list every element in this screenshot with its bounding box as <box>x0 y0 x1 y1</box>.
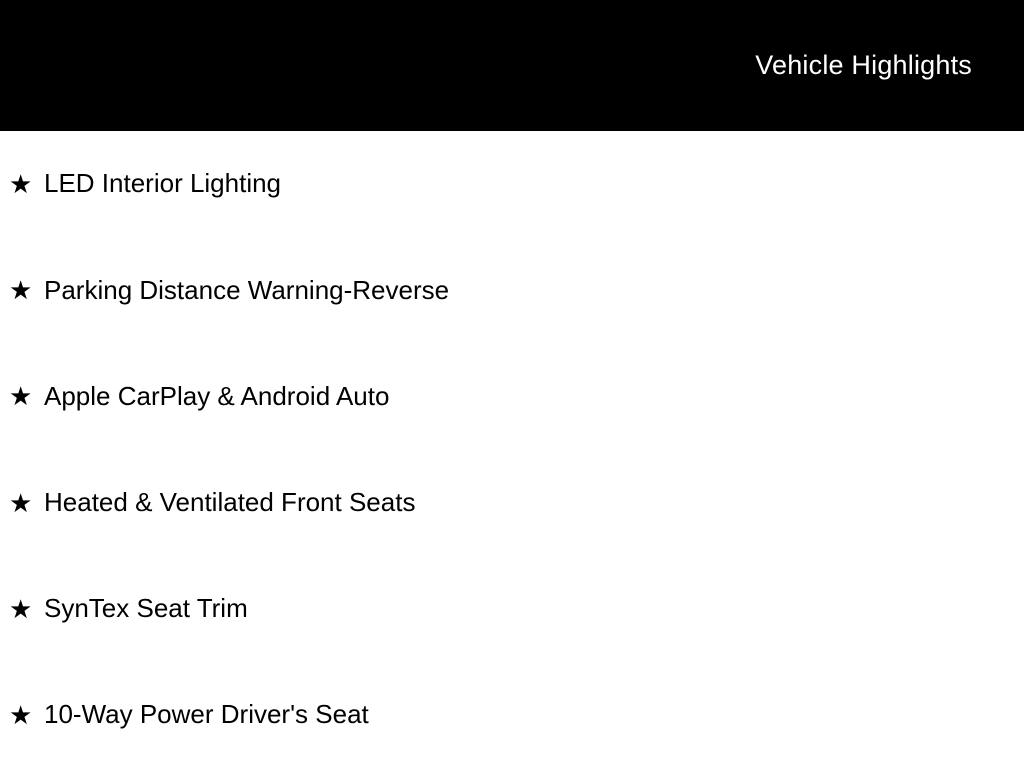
highlight-item <box>0 131 1024 237</box>
star-icon: ★ <box>9 381 33 412</box>
highlight-label: SynTex Seat Trim <box>44 593 248 624</box>
star-icon: ★ <box>9 275 33 306</box>
highlight-item <box>0 237 1024 343</box>
highlight-item <box>0 556 1024 662</box>
star-icon: ★ <box>9 699 33 730</box>
highlight-label: Heated & Ventilated Front Seats <box>44 487 416 517</box>
page-title: Vehicle Highlights <box>755 50 972 80</box>
highlight-label: Parking Distance Warning-Reverse <box>44 274 450 305</box>
star-icon: ★ <box>9 593 33 624</box>
star-icon: ★ <box>9 487 33 518</box>
highlight-label: 10-Way Power Driver's Seat <box>44 699 369 730</box>
highlight-item <box>0 662 1024 768</box>
highlight-label: LED Interior Lighting <box>44 168 282 199</box>
page-header <box>0 0 1024 131</box>
highlight-list <box>0 131 1024 768</box>
highlight-label: Apple CarPlay & Android Auto <box>44 380 390 411</box>
highlight-item <box>0 450 1024 556</box>
star-icon: ★ <box>9 169 33 200</box>
highlight-item <box>0 343 1024 449</box>
